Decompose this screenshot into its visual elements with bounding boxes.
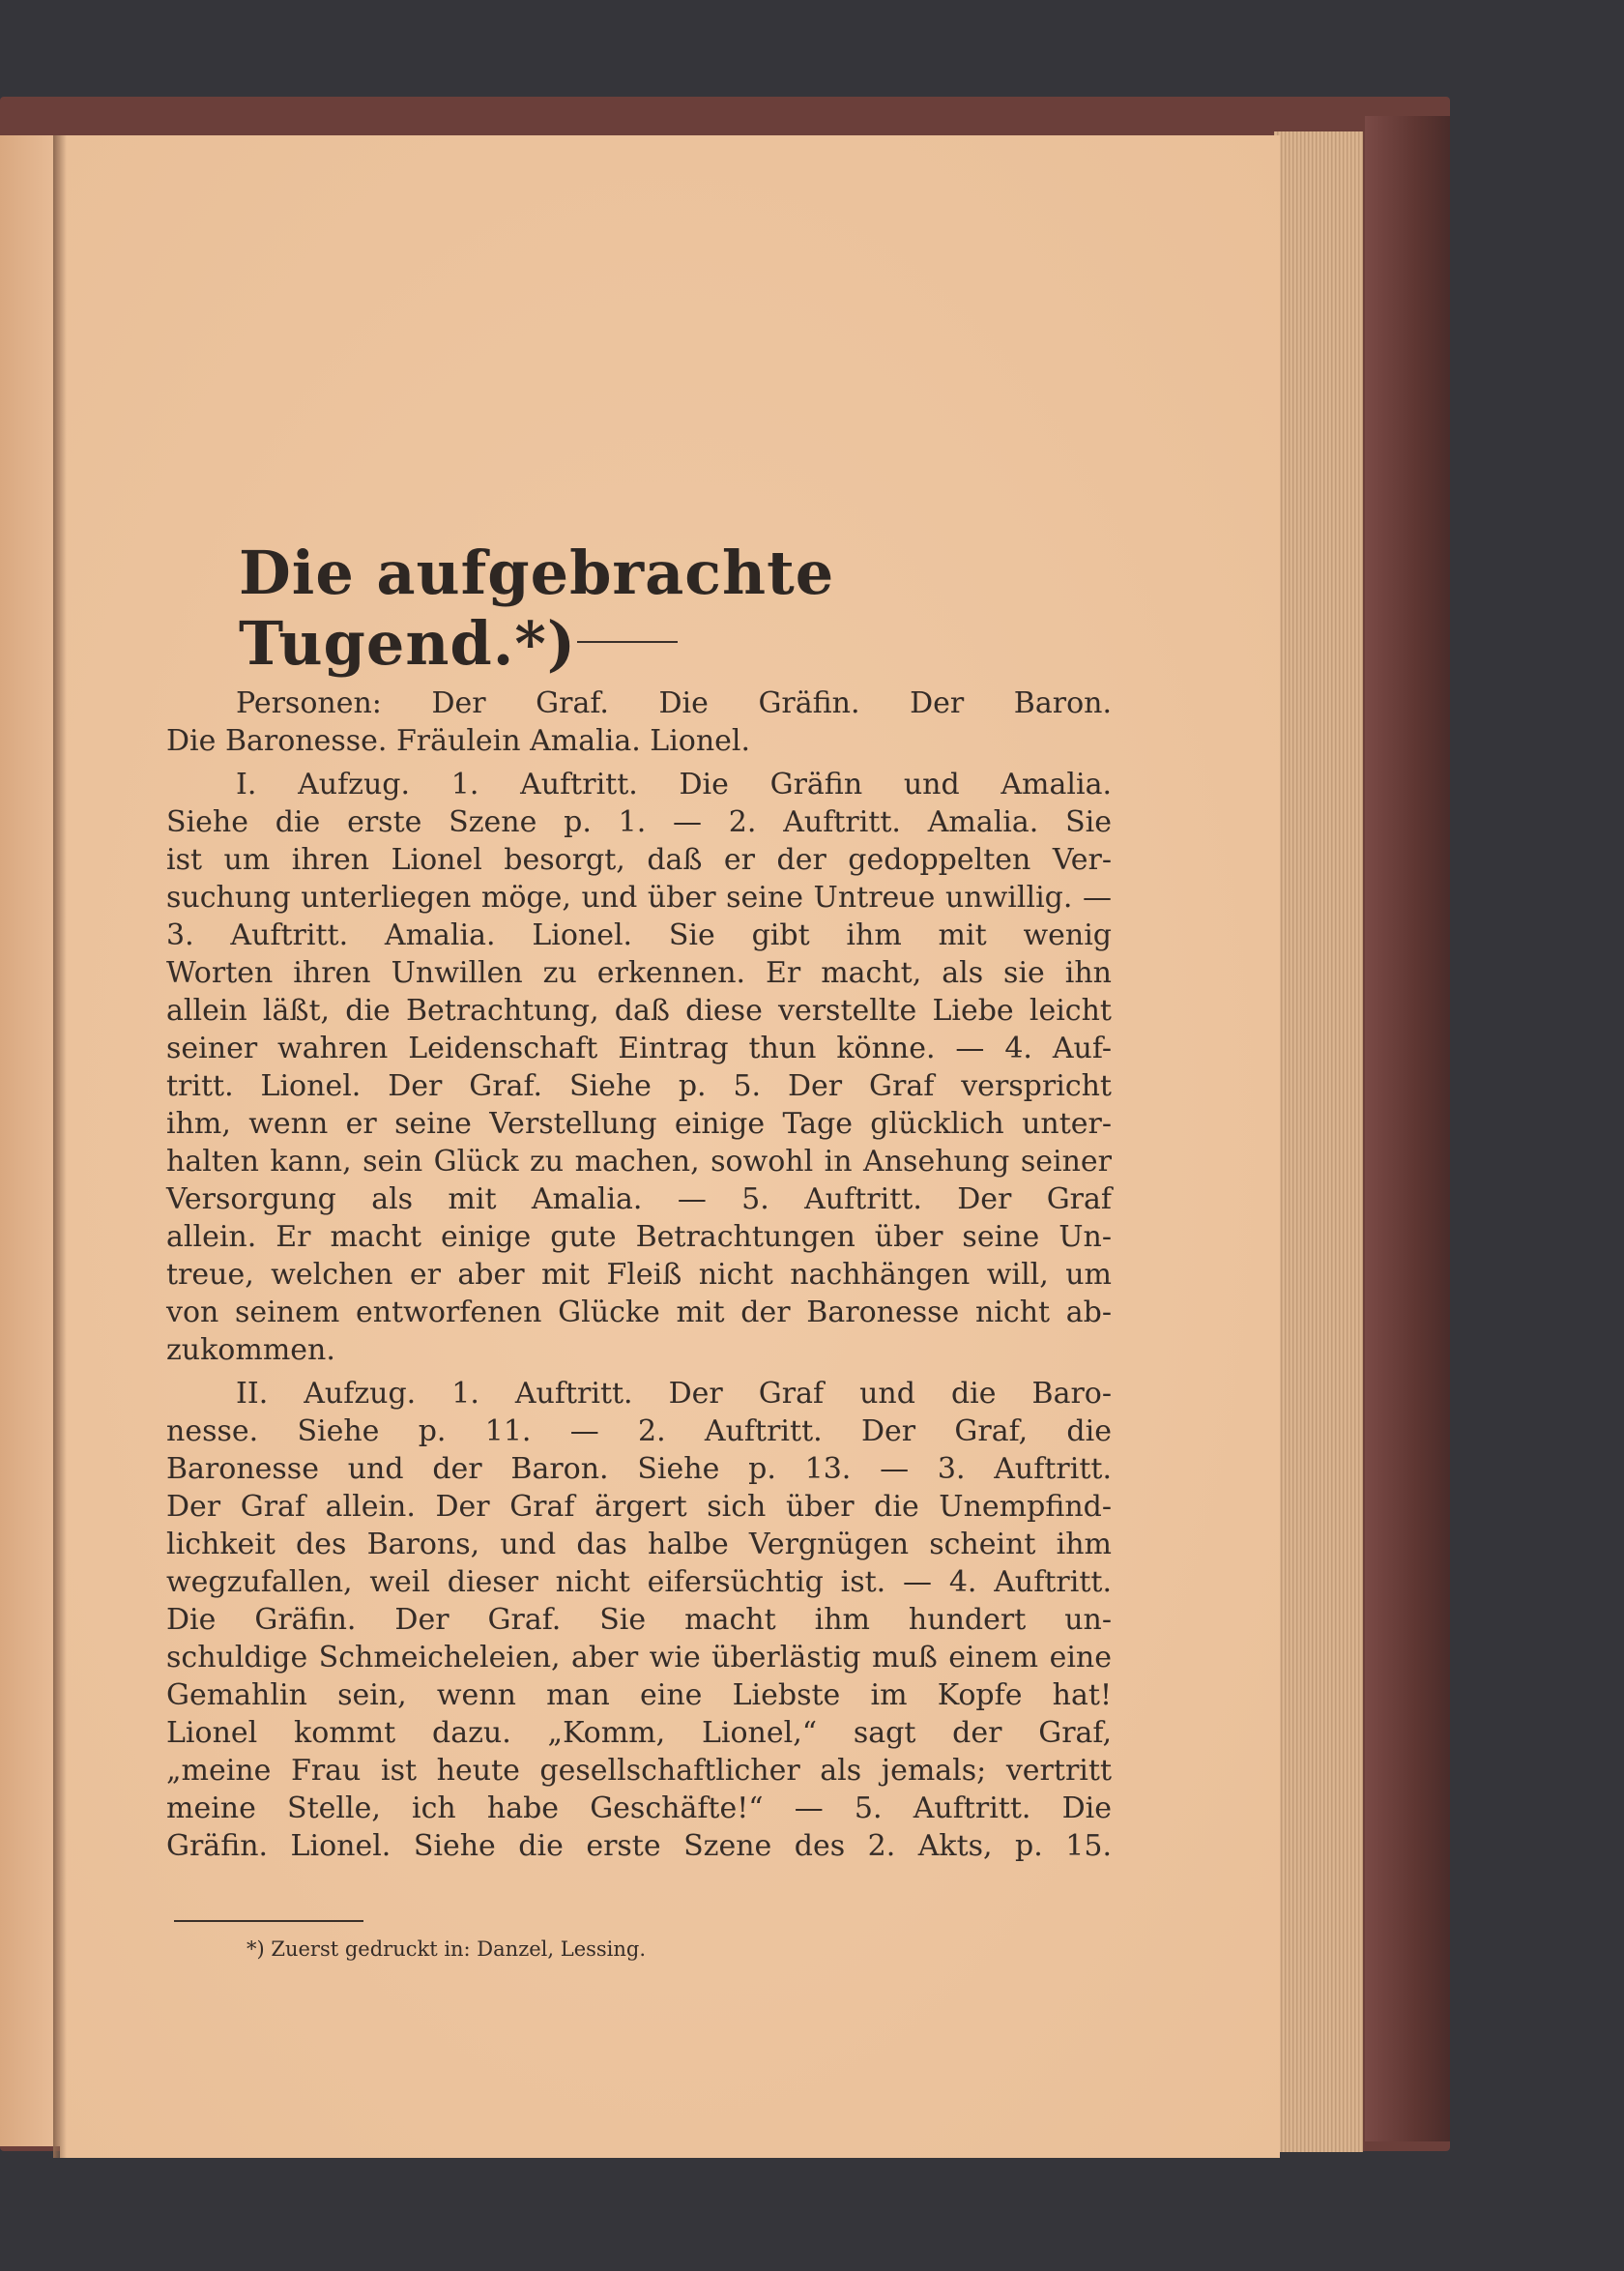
text-line: allein. Er macht einige gute Betrachtungen über seine Un- xyxy=(166,1220,1112,1254)
page-edges xyxy=(1274,131,1363,2152)
text-line: lichkeit des Barons, und das halbe Vergnügen scheint ihm xyxy=(166,1528,1112,1561)
text-line: allein läßt, die Betrachtung, daß diese verstellte Liebe leicht xyxy=(166,994,1112,1028)
footnote-rule xyxy=(174,1920,363,1922)
text-line: meine Stelle, ich habe Geschäfte!“ — 5. Auftritt. Die xyxy=(166,1791,1112,1825)
text-line: I. Aufzug. 1. Auftritt. Die Gräfin und Amalia. xyxy=(236,768,1112,801)
text-line: wegzufallen, weil dieser nicht eifersüchtig ist. — 4. Auftritt. xyxy=(166,1565,1112,1599)
page-title: Die aufgebrachte Tugend.*) xyxy=(239,538,835,679)
text-line: II. Aufzug. 1. Auftritt. Der Graf und die Baro- xyxy=(236,1377,1112,1411)
text-line: ihm, wenn er seine Verstellung einige Tage glücklich unter- xyxy=(166,1107,1112,1141)
text-line: 3. Auftritt. Amalia. Lionel. Sie gibt ihm mit wenig xyxy=(166,918,1112,952)
text-line: schuldige Schmeicheleien, aber wie überlästig muß einem eine xyxy=(166,1641,1112,1674)
book-cover-edge xyxy=(1365,116,1450,2141)
text-line: seiner wahren Leidenschaft Eintrag thun könne. — 4. Auf- xyxy=(166,1032,1112,1065)
text-line: zukommen. xyxy=(166,1333,335,1367)
text-line: Die Baronesse. Fräulein Amalia. Lionel. xyxy=(166,724,751,758)
text-line: Siehe die erste Szene p. 1. — 2. Auftritt. Amalia. Sie xyxy=(166,805,1112,839)
text-line: halten kann, sein Glück zu machen, sowohl in Ansehung seiner xyxy=(166,1145,1112,1179)
text-line: Personen: Der Graf. Die Gräfin. Der Baron. xyxy=(236,686,1112,720)
text-line: treue, welchen er aber mit Fleiß nicht nachhängen will, um xyxy=(166,1258,1112,1292)
text-line: Die Gräfin. Der Graf. Sie macht ihm hundert un- xyxy=(166,1603,1112,1637)
text-line: Der Graf allein. Der Graf ärgert sich über die Unempfind- xyxy=(166,1490,1112,1524)
text-line: Versorgung als mit Amalia. — 5. Auftritt. Der Graf xyxy=(166,1182,1112,1216)
text-line: Baronesse und der Baron. Siehe p. 13. — 3. Auftritt. xyxy=(166,1452,1112,1486)
title-rule xyxy=(577,641,678,643)
text-line: „meine Frau ist heute gesellschaftlicher als jemals; vertritt xyxy=(166,1754,1112,1788)
text-line: von seinem entworfenen Glücke mit der Baronesse nicht ab- xyxy=(166,1296,1112,1329)
body-text xyxy=(166,684,1112,1865)
footnote: *) Zuerst gedruckt in: Danzel, Lessing. xyxy=(246,1937,647,1961)
text-line: Gräfin. Lionel. Siehe die erste Szene des 2. Akts, p. 15. xyxy=(166,1829,1112,1863)
text-line: suchung unterliegen möge, und über seine Untreue unwillig. — xyxy=(166,881,1112,915)
text-line: Worten ihren Unwillen zu erkennen. Er macht, als sie ihn xyxy=(166,956,1112,990)
text-line: tritt. Lionel. Der Graf. Siehe p. 5. Der Graf verspricht xyxy=(166,1069,1112,1103)
text-line: nesse. Siehe p. 11. — 2. Auftritt. Der Graf, die xyxy=(166,1414,1112,1448)
left-page-edge xyxy=(0,135,60,2146)
text-line: Gemahlin sein, wenn man eine Liebste im Kopfe hat! xyxy=(166,1678,1112,1712)
spine-shadow xyxy=(53,135,67,2158)
text-line: Lionel kommt dazu. „Komm, Lionel,“ sagt der Graf, xyxy=(166,1716,1112,1750)
text-line: ist um ihren Lionel besorgt, daß er der gedoppelten Ver- xyxy=(166,843,1112,877)
